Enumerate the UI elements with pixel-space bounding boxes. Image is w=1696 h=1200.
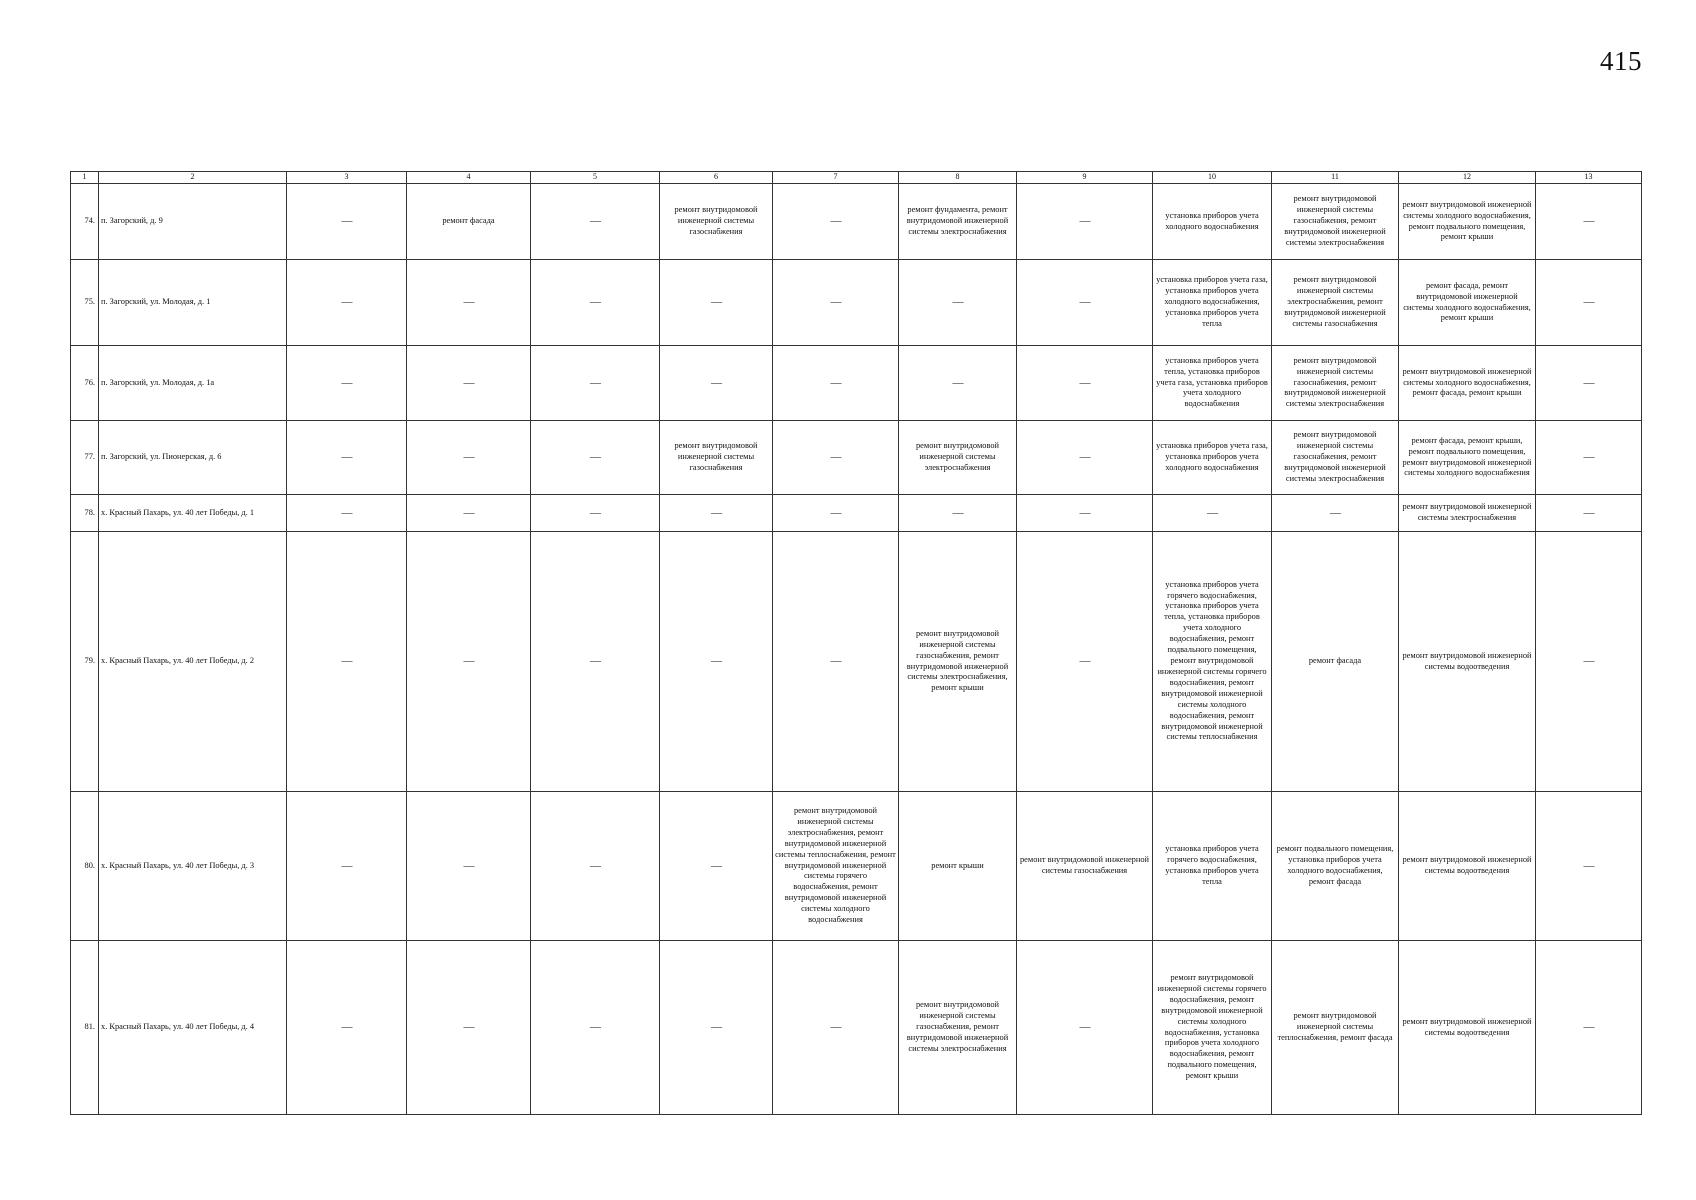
work-cell: — — [660, 792, 773, 941]
work-cell: ремонт внутридомовой инженерной системы газоснабжения, ремонт внутридомовой инженерной системы электроснабжения — [1272, 346, 1399, 421]
column-number: 7 — [773, 172, 899, 184]
work-cell: — — [899, 260, 1017, 346]
work-cell: — — [531, 532, 660, 792]
work-cell: ремонт внутридомовой инженерной системы газоснабжения — [660, 421, 773, 495]
work-cell: — — [287, 495, 407, 532]
work-cell: — — [531, 184, 660, 260]
column-number: 4 — [407, 172, 531, 184]
work-cell: — — [1017, 941, 1153, 1115]
row-number: 76. — [71, 346, 99, 421]
work-cell: — — [287, 421, 407, 495]
address-cell: х. Красный Пахарь, ул. 40 лет Победы, д. 4 — [99, 941, 287, 1115]
work-cell: — — [773, 532, 899, 792]
work-cell: ремонт внутридомовой инженерной системы водоотведения — [1399, 941, 1536, 1115]
work-cell: ремонт внутридомовой инженерной системы газоснабжения, ремонт внутридомовой инженерной системы электроснабжения — [1272, 184, 1399, 260]
row-number: 80. — [71, 792, 99, 941]
work-cell: — — [531, 421, 660, 495]
work-cell: — — [1153, 495, 1272, 532]
work-cell: ремонт фасада — [1272, 532, 1399, 792]
page-number: 415 — [1600, 46, 1642, 76]
address-cell: п. Загорский, ул. Молодая, д. 1 — [99, 260, 287, 346]
column-number: 1 — [71, 172, 99, 184]
work-cell: ремонт внутридомовой инженерной системы газоснабжения, ремонт внутридомовой инженерной системы электроснабжения — [899, 941, 1017, 1115]
work-cell: — — [773, 260, 899, 346]
work-cell: — — [1017, 260, 1153, 346]
column-number: 9 — [1017, 172, 1153, 184]
work-cell: ремонт внутридомовой инженерной системы газоснабжения, ремонт внутридомовой инженерной системы электроснабжения, ремонт крыши — [899, 532, 1017, 792]
address-cell: п. Загорский, д. 9 — [99, 184, 287, 260]
row-number: 79. — [71, 532, 99, 792]
work-cell: — — [773, 421, 899, 495]
work-cell: — — [287, 184, 407, 260]
work-cell: — — [407, 495, 531, 532]
work-cell: — — [287, 260, 407, 346]
work-cell: — — [773, 941, 899, 1115]
table-row — [71, 495, 1642, 532]
work-cell: — — [1272, 495, 1399, 532]
work-cell: — — [531, 260, 660, 346]
column-number: 8 — [899, 172, 1017, 184]
row-number: 78. — [71, 495, 99, 532]
work-cell: установка приборов учета газа, установка приборов учета холодного водоснабжения, установка приборов учета тепла — [1153, 260, 1272, 346]
work-cell: ремонт фундамента, ремонт внутридомовой инженерной системы электроснабжения — [899, 184, 1017, 260]
address-cell: х. Красный Пахарь, ул. 40 лет Победы, д. 3 — [99, 792, 287, 941]
work-cell: установка приборов учета горячего водоснабжения, установка приборов учета тепла, установка приборов учета холодного водоснабжения, ремонт подвального помещения, ремонт внутридомовой инженерной системы горячего водоснабжения, ремонт внутридомовой инженерной системы холодного водоснабжения, ремонт внутридомовой инженерной системы теплоснабжения — [1153, 532, 1272, 792]
work-cell: — — [899, 346, 1017, 421]
work-cell: — — [660, 941, 773, 1115]
work-cell: — — [1536, 260, 1642, 346]
work-cell: — — [773, 184, 899, 260]
work-cell: — — [1536, 346, 1642, 421]
work-cell: — — [660, 495, 773, 532]
table-row — [71, 792, 1642, 941]
work-cell: — — [899, 495, 1017, 532]
table-row — [71, 532, 1642, 792]
column-number: 6 — [660, 172, 773, 184]
work-cell: — — [407, 532, 531, 792]
column-number: 12 — [1399, 172, 1536, 184]
work-cell: установка приборов учета тепла, установка приборов учета газа, установка приборов учета холодного водоснабжения — [1153, 346, 1272, 421]
work-cell: — — [1536, 792, 1642, 941]
work-cell: — — [1017, 184, 1153, 260]
table-row — [71, 184, 1642, 260]
address-cell: п. Загорский, ул. Молодая, д. 1а — [99, 346, 287, 421]
work-cell: — — [1017, 532, 1153, 792]
work-cell: — — [773, 346, 899, 421]
work-cell: ремонт внутридомовой инженерной системы газоснабжения — [660, 184, 773, 260]
work-cell: — — [1017, 495, 1153, 532]
column-number: 5 — [531, 172, 660, 184]
work-cell: — — [287, 792, 407, 941]
repair-schedule-table — [70, 171, 1642, 1115]
work-cell: — — [407, 792, 531, 941]
work-cell: ремонт внутридомовой инженерной системы газоснабжения — [1017, 792, 1153, 941]
row-number: 74. — [71, 184, 99, 260]
work-cell: — — [660, 532, 773, 792]
address-cell: п. Загорский, ул. Пионерская, д. 6 — [99, 421, 287, 495]
work-cell: — — [1536, 421, 1642, 495]
work-cell: ремонт внутридомовой инженерной системы водоотведения — [1399, 532, 1536, 792]
table-row — [71, 941, 1642, 1115]
work-cell: — — [1536, 532, 1642, 792]
work-cell: установка приборов учета горячего водоснабжения, установка приборов учета тепла — [1153, 792, 1272, 941]
work-cell: — — [287, 346, 407, 421]
work-cell: — — [287, 941, 407, 1115]
work-cell: установка приборов учета газа, установка приборов учета холодного водоснабжения — [1153, 421, 1272, 495]
work-cell: ремонт внутридомовой инженерной системы газоснабжения, ремонт внутридомовой инженерной системы электроснабжения — [1272, 421, 1399, 495]
column-number-row — [71, 172, 1642, 184]
table-row — [71, 260, 1642, 346]
column-number: 10 — [1153, 172, 1272, 184]
work-cell: — — [773, 495, 899, 532]
work-cell: ремонт внутридомовой инженерной системы холодного водоснабжения, ремонт фасада, ремонт крыши — [1399, 346, 1536, 421]
work-cell: — — [407, 260, 531, 346]
work-cell: ремонт внутридомовой инженерной системы водоотведения — [1399, 792, 1536, 941]
work-cell: — — [1017, 346, 1153, 421]
work-cell: — — [407, 941, 531, 1115]
work-cell: установка приборов учета холодного водоснабжения — [1153, 184, 1272, 260]
work-cell: ремонт внутридомовой инженерной системы электроснабжения — [899, 421, 1017, 495]
work-cell: — — [531, 941, 660, 1115]
work-cell: ремонт внутридомовой инженерной системы электроснабжения, ремонт внутридомовой инженерной системы газоснабжения — [1272, 260, 1399, 346]
work-cell: ремонт подвального помещения, установка приборов учета холодного водоснабжения, ремонт фасада — [1272, 792, 1399, 941]
table-row — [71, 421, 1642, 495]
work-cell: — — [407, 421, 531, 495]
work-cell: ремонт внутридомовой инженерной системы холодного водоснабжения, ремонт подвального помещения, ремонт крыши — [1399, 184, 1536, 260]
work-cell: ремонт внутридомовой инженерной системы электроснабжения — [1399, 495, 1536, 532]
column-number: 13 — [1536, 172, 1642, 184]
work-cell: — — [407, 346, 531, 421]
work-cell: — — [287, 532, 407, 792]
work-cell: ремонт внутридомовой инженерной системы электроснабжения, ремонт внутридомовой инженерной системы теплоснабжения, ремонт внутридомовой инженерной системы горячего водоснабжения, ремонт внутридомовой инженерной системы холодного водоснабжения — [773, 792, 899, 941]
work-cell: ремонт фасада, ремонт крыши, ремонт подвального помещения, ремонт внутридомовой инженерной системы холодного водоснабжения — [1399, 421, 1536, 495]
column-number: 3 — [287, 172, 407, 184]
column-number: 11 — [1272, 172, 1399, 184]
work-cell: — — [1017, 421, 1153, 495]
work-cell: — — [531, 495, 660, 532]
row-number: 77. — [71, 421, 99, 495]
work-cell: ремонт внутридомовой инженерной системы теплоснабжения, ремонт фасада — [1272, 941, 1399, 1115]
address-cell: х. Красный Пахарь, ул. 40 лет Победы, д. 1 — [99, 495, 287, 532]
work-cell: — — [1536, 941, 1642, 1115]
work-cell: ремонт внутридомовой инженерной системы горячего водоснабжения, ремонт внутридомовой инженерной системы холодного водоснабжения, установка приборов учета холодного водоснабжения, ремонт подвального помещения, ремонт крыши — [1153, 941, 1272, 1115]
work-cell: — — [531, 792, 660, 941]
work-cell: — — [1536, 495, 1642, 532]
work-cell: — — [531, 346, 660, 421]
work-cell: ремонт крыши — [899, 792, 1017, 941]
work-cell: — — [660, 260, 773, 346]
row-number: 81. — [71, 941, 99, 1115]
work-cell: — — [660, 346, 773, 421]
address-cell: х. Красный Пахарь, ул. 40 лет Победы, д. 2 — [99, 532, 287, 792]
work-cell: ремонт фасада — [407, 184, 531, 260]
work-cell: ремонт фасада, ремонт внутридомовой инженерной системы холодного водоснабжения, ремонт крыши — [1399, 260, 1536, 346]
row-number: 75. — [71, 260, 99, 346]
table-row — [71, 346, 1642, 421]
work-cell: — — [1536, 184, 1642, 260]
column-number: 2 — [99, 172, 287, 184]
